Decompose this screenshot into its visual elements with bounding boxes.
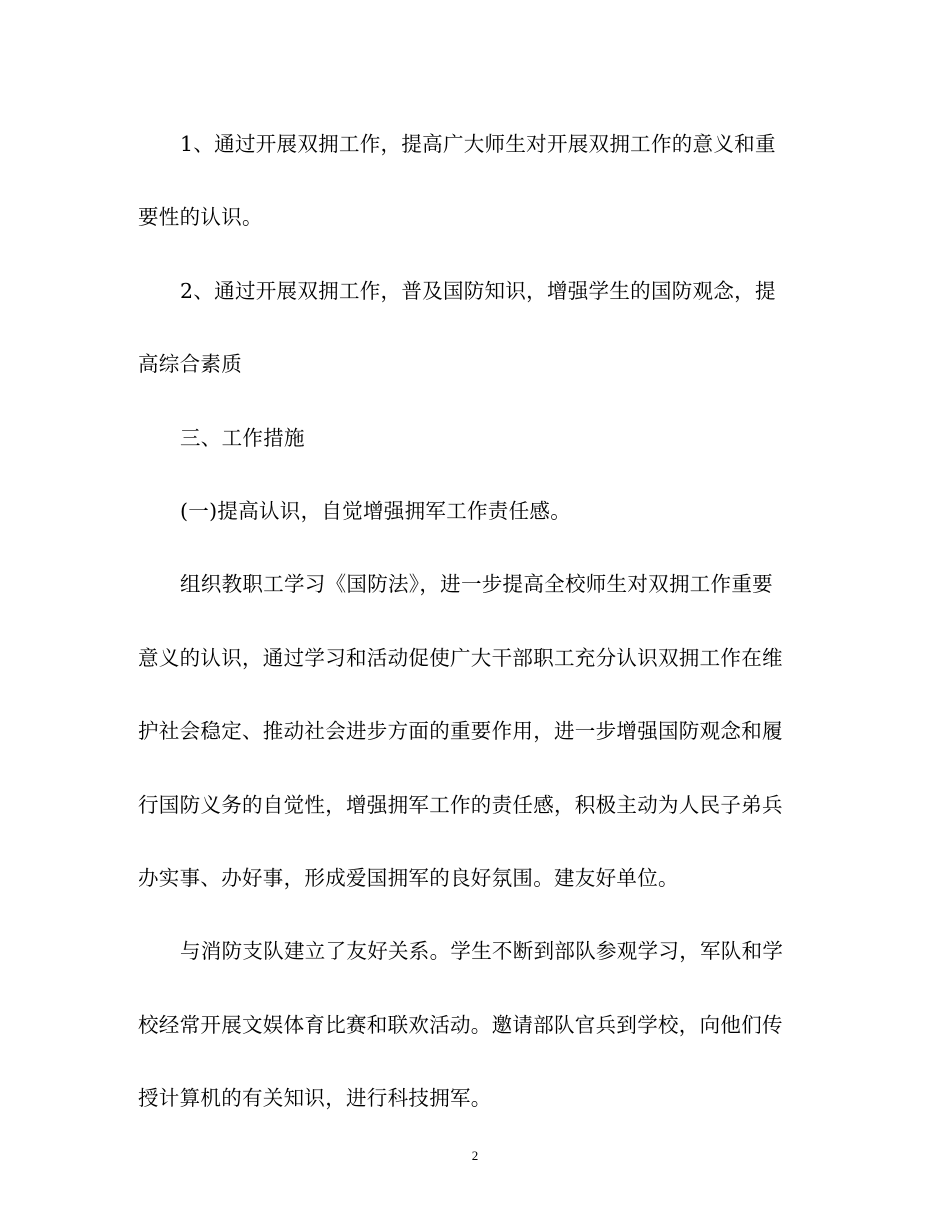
paragraph-line: 意义的认识，通过学习和活动促使广大干部职工充分认识双拥工作在维 (138, 645, 783, 670)
paragraph-line: 组织教职工学习《国防法》，进一步提高全校师生对双拥工作重要 (180, 572, 773, 597)
paragraph-line: 1、通过开展双拥工作，提高广大师生对开展双拥工作的意义和重 (180, 132, 776, 156)
paragraph-line: 办实事、办好事，形成爱国拥军的良好氛围。建友好单位。 (138, 865, 679, 890)
subsection-heading: (一)提高认识，自觉增强拥军工作责任感。 (180, 498, 571, 523)
paragraph-line: 校经常开展文娱体育比赛和联欢活动。邀请部队官兵到学校，向他们传 (138, 1012, 783, 1037)
paragraph-line: 2、通过开展双拥工作，普及国防知识，增强学生的国防观念，提 (180, 278, 776, 303)
paragraph-line: 要性的认识。 (138, 205, 263, 230)
paragraph-line: 授计算机的有关知识，进行科技拥军。 (138, 1086, 492, 1111)
paragraph-line: 与消防支队建立了友好关系。学生不断到部队参观学习，军队和学 (180, 939, 784, 964)
page-number: 2 (471, 1148, 479, 1163)
document-body (138, 122, 804, 1149)
section-heading: 三、工作措施 (180, 425, 305, 450)
paragraph-line: 行国防义务的自觉性，增强拥军工作的责任感，积极主动为人民子弟兵 (138, 792, 783, 817)
paragraph-line: 高综合素质 (138, 352, 242, 377)
paragraph-line: 护社会稳定、推动社会进步方面的重要作用，进一步增强国防观念和履 (138, 719, 783, 744)
